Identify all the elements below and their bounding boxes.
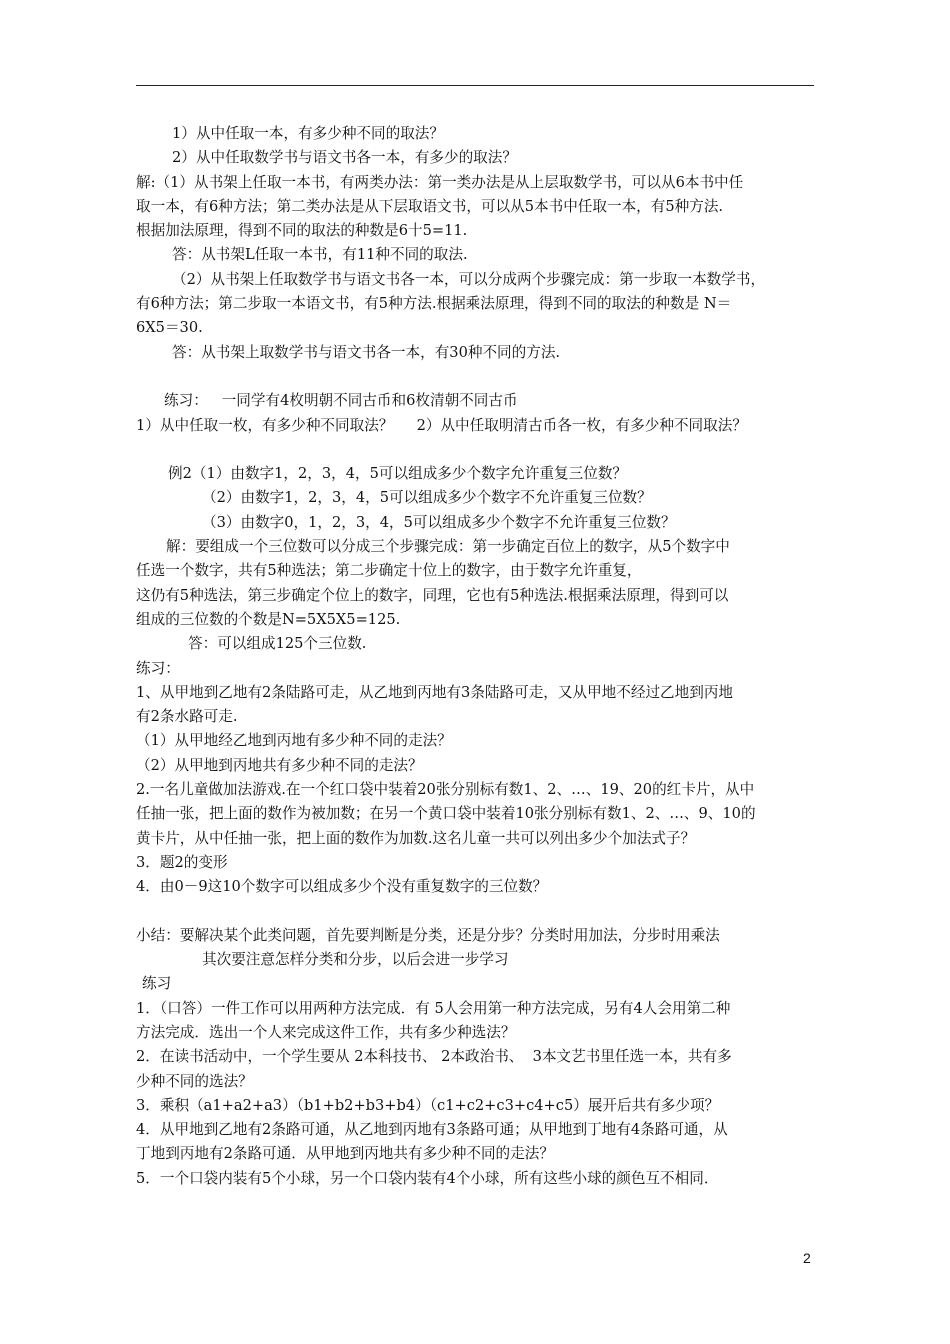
text-line: （3）由数字0，1，2，3，4，5可以组成多少个数字不允许重复三位数？	[202, 513, 676, 531]
blank-line	[136, 900, 816, 924]
text-line: 1、从甲地到乙地有2条陆路可走，从乙地到丙地有3条陆路可走，又从甲地不经过乙地到丙地	[136, 683, 734, 701]
text-line: 练习： 一同学有4枚明朝不同古币和6枚清朝不同古币	[164, 392, 518, 410]
text-line: 练习	[142, 975, 172, 993]
header-rule	[136, 85, 814, 86]
text-line: 3．乘积（a1+a2+a3）（b1+b2+b3+b4）（c1+c2+c3+c4+c5）展开后共有多少项？	[136, 1096, 720, 1114]
text-line: 丁地到丙地有2条路可通．从甲地到丙地共有多少种不同的走法？	[136, 1145, 554, 1163]
text-line: 小结：要解决某个此类问题，首先要判断是分类，还是分步？分类时用加法，分步时用乘法	[136, 926, 720, 944]
text-line: 有6种方法；第二步取一本语文书，有5种方法.根据乘法原理，得到不同的取法的种数是 N＝	[136, 295, 732, 313]
text-line: （2）由数字1，2，3，4，5可以组成多少个数字不允许重复三位数？	[202, 489, 652, 507]
text-line: 有2条水路可走.	[136, 708, 238, 726]
text-line: （2）从甲地到丙地共有多少种不同的走法？	[136, 756, 423, 774]
text-line: 其次要注意怎样分类和分步，以后会进一步学习	[202, 951, 509, 969]
text-line: 例2（1）由数字1，2，3，4，5可以组成多少个数字允许重复三位数？	[168, 465, 628, 483]
text-line: 任抽一张，把上面的数作为被加数；在另一个黄口袋中装着10张分别标有数1、2、…、9、10的	[136, 805, 756, 823]
text-line: 2．在读书活动中，一个学生要从 2本科技书、 2本政治书、 3本文艺书里任选一本，共有多	[136, 1048, 732, 1066]
page-number: 2	[803, 1250, 811, 1266]
text-line: 方法完成．选出一个人来完成这件工作，共有多少种选法？	[136, 1023, 516, 1041]
text-line: 任选一个数字，共有5种选法；第二步确定十位上的数字，由于数字允许重复，	[136, 562, 642, 580]
text-line: 答：从书架L任取一本书，有11种不同的取法.	[172, 246, 468, 264]
text-line: 黄卡片，从中任抽一张，把上面的数作为加数.这名儿童一共可以列出多少个加法式子？	[136, 829, 696, 847]
text-line: （2）从书架上任取数学书与语文书各一本，可以分成两个步骤完成：第一步取一本数学书，	[172, 270, 766, 288]
text-line: 1．（口答）一件工作可以用两种方法完成．有 5人会用第一种方法完成，另有4人会用第二种	[136, 999, 731, 1017]
text-line: 答：可以组成125个三位数.	[188, 635, 367, 653]
document-body	[136, 122, 816, 1191]
text-line: 4．从甲地到乙地有2条路可通，从乙地到丙地有3条路可通；从甲地到丁地有4条路可通，从	[136, 1121, 728, 1139]
text-line: 1）从中任取一枚，有多少种不同取法？ 2）从中任取明清古币各一枚，有多少种不同取法？	[136, 416, 747, 434]
text-line: 2）从中任取数学书与语文书各一本，有多少的取法？	[172, 149, 517, 167]
text-line: 3．题2的变形	[136, 853, 228, 871]
text-line: 6X5＝30.	[136, 319, 203, 337]
text-line: 组成的三位数的个数是N=5X5X5=125.	[136, 610, 401, 628]
text-line: 根据加法原理，得到不同的取法的种数是6十5=11.	[136, 222, 468, 240]
text-line: 少种不同的选法？	[136, 1072, 253, 1090]
text-line: 练习：	[136, 659, 180, 677]
text-line: 解：要组成一个三位数可以分成三个步骤完成：第一步确定百位上的数字，从5个数字中	[166, 538, 730, 556]
text-line: 5．一个口袋内装有5个小球，另一个口袋内装有4个小球，所有这些小球的颜色互不相同．	[136, 1169, 719, 1187]
text-line: 4．由0－9这10个数字可以组成多少个没有重复数字的三位数？	[136, 878, 548, 896]
text-line: 取一本，有6种方法；第二类办法是从下层取语文书，可以从5本书中任取一本，有5种方法.	[136, 197, 724, 215]
text-line: 这仍有5种选法，第三步确定个位上的数字，同理，它也有5种选法.根据乘法原理，得到可以	[136, 586, 729, 604]
text-line: 1）从中任取一本，有多少种不同的取法？	[172, 125, 444, 142]
text-line: （1）从甲地经乙地到丙地有多少种不同的走法？	[136, 732, 452, 750]
blank-line	[136, 365, 816, 389]
text-line: 2.一名儿童做加法游戏.在一个红口袋中装着20张分别标有数1、2、…、19、20的红卡片，从中	[136, 781, 755, 799]
text-line: 解:（1）从书架上任取一本书，有两类办法：第一类办法是从上层取数学书，可以从6本书中任	[136, 173, 744, 191]
blank-line	[136, 438, 816, 462]
text-line: 答：从书架上取数学书与语文书各一本，有30种不同的方法.	[172, 343, 561, 361]
